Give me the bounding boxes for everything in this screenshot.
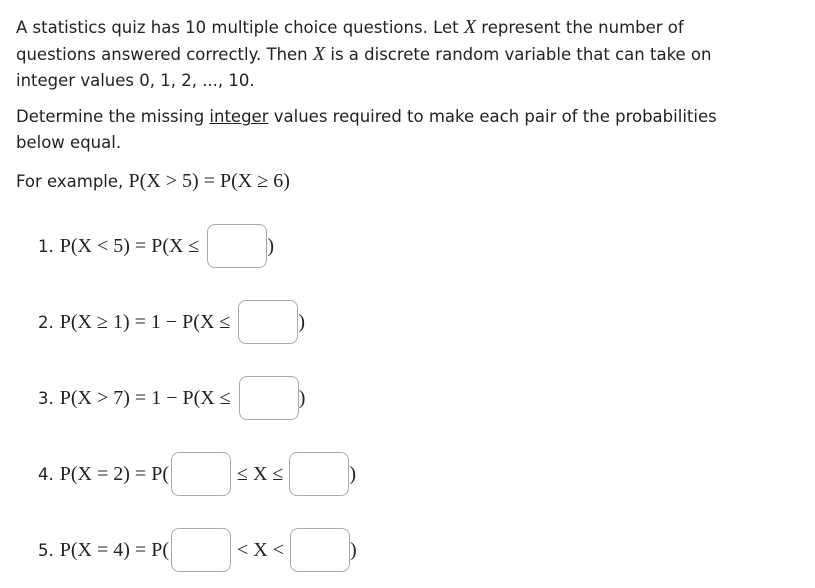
intro-paragraph	[16, 14, 711, 94]
example-label: For example,	[16, 172, 129, 191]
underlined-word: integer	[209, 107, 269, 126]
question-2	[38, 298, 305, 346]
intro-text: A statistics quiz has 10 multiple choice questions. Let	[16, 18, 464, 37]
inequality-middle: ≤ X ≤	[236, 462, 284, 485]
answer-input-lower[interactable]	[171, 452, 231, 496]
answer-input[interactable]	[207, 224, 267, 268]
closing-paren: )	[298, 310, 306, 333]
answer-input[interactable]	[238, 300, 298, 344]
inequality-middle: < X <	[236, 538, 284, 561]
answer-input-upper[interactable]	[289, 452, 349, 496]
intro-text: represent the number of	[476, 18, 684, 37]
answer-input[interactable]	[239, 376, 299, 420]
question-5	[38, 526, 357, 574]
instruction-paragraph	[16, 104, 717, 156]
intro-text: is a discrete random variable that can take on	[325, 45, 712, 64]
closing-paren: )	[350, 538, 357, 561]
question-expression: P(X = 4) = P(	[59, 538, 169, 561]
instruction-text: Determine the missing	[16, 107, 210, 126]
instruction-text: values required to make each pair of the probabilities	[268, 107, 717, 126]
closing-paren: )	[298, 386, 306, 409]
answer-input-lower[interactable]	[171, 528, 231, 572]
question-expression: P(X = 2) = P(	[59, 462, 169, 485]
question-expression: P(X > 7) = 1 − P(X ≤	[59, 386, 231, 409]
question-4	[38, 450, 356, 498]
closing-paren: )	[349, 462, 357, 485]
instruction-text: below equal.	[16, 133, 122, 152]
question-expression: P(X ≥ 1) = 1 − P(X ≤	[59, 310, 231, 333]
example-line	[16, 168, 290, 195]
closing-paren: )	[267, 234, 275, 257]
question-number: 5.	[38, 540, 54, 560]
answer-input-upper[interactable]	[290, 528, 350, 572]
intro-text: questions answered correctly. Then	[16, 45, 313, 64]
question-number: 4.	[38, 464, 54, 484]
question-3	[38, 374, 305, 422]
question-number: 3.	[38, 388, 54, 408]
question-1	[38, 222, 274, 270]
question-number: 2.	[38, 312, 54, 332]
example-expression: P(X > 5) = P(X ≥ 6)	[128, 170, 290, 192]
question-expression: P(X < 5) = P(X ≤	[59, 234, 200, 257]
variable-x: X	[463, 16, 477, 38]
question-number: 1.	[38, 236, 54, 256]
variable-x: X	[312, 43, 326, 65]
intro-text: integer values 0, 1, 2, ..., 10.	[16, 71, 255, 90]
